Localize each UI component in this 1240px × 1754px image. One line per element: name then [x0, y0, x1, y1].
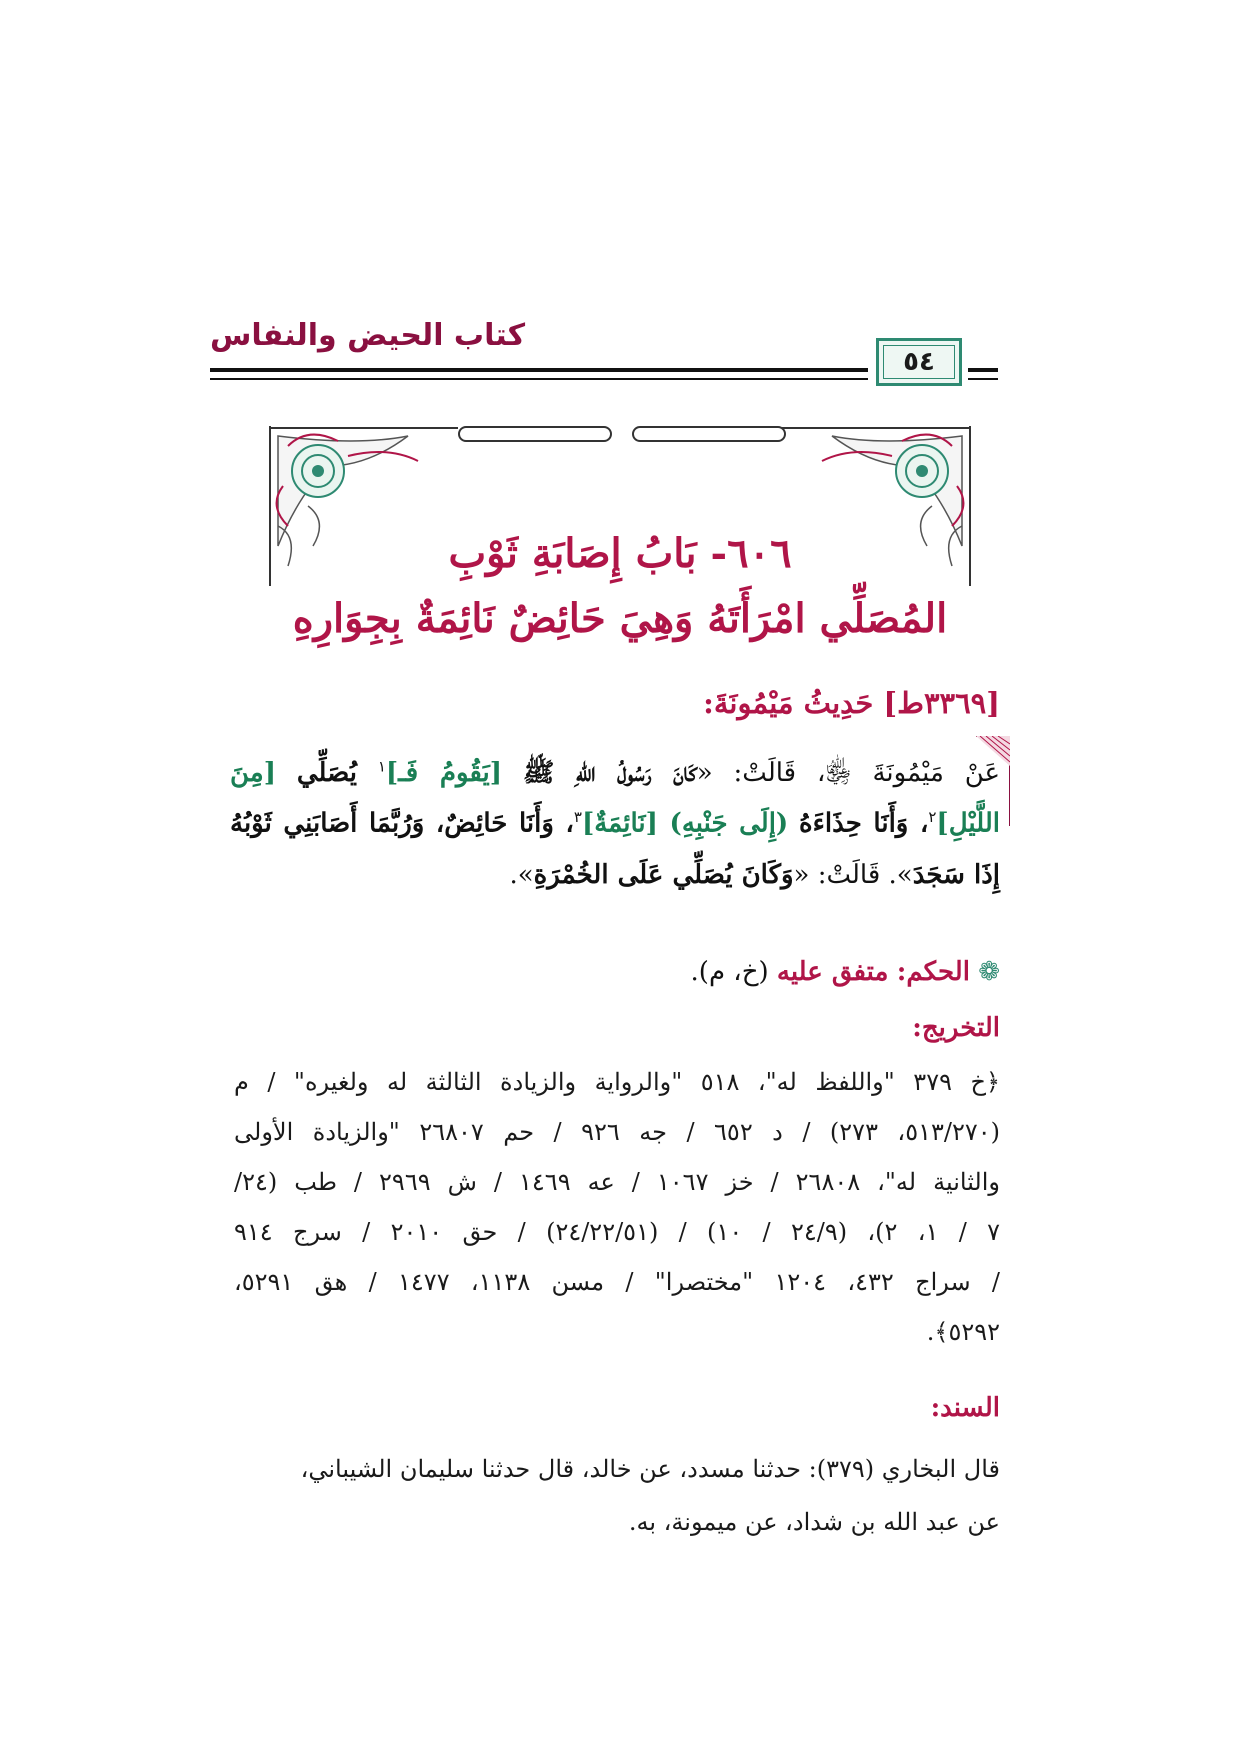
footnote-ref: ١ — [377, 757, 386, 776]
sanad-label: السند: — [930, 1393, 1000, 1423]
hadith-addition: (إِلَى جَنْبِهِ) [نَائِمَةٌ] — [581, 808, 789, 839]
takhrij-line: ٧ / ١، ٢)، (٢٤/٩ / ١٠) / (٢٤/٢٢/٥١) / حق ٢٠١٠ / سرج ٩١٤ — [234, 1218, 1001, 1246]
chapter-title-line2: المُصَلِّي امْرَأَتَهُ وَهِيَ حَائِضٌ نَائِمَةٌ بِجِوَارِهِ — [292, 595, 948, 642]
hadith-fragment: إِذَا سَجَدَ — [912, 860, 1000, 890]
footnote-ref: ٢ — [928, 808, 937, 826]
takhrij-line: / سراج ٤٣٢، ١٢٠٤ "مختصرا" / مسن ١١٣٨، ١٤٧٧ / هق ٥٢٩١، — [234, 1268, 1001, 1296]
sanad-line: قال البخاري (٣٧٩): حدثنا مسدد، عن خالد، قال حدثنا سليمان الشيباني، — [300, 1455, 1000, 1483]
hadith-fragment: ». — [509, 860, 534, 890]
ruling-line — [691, 957, 1000, 987]
takhrij-line: والثانية له"، ٢٦٨٠٨ / خز ١٠٦٧ / عه ١٤٦٩ / ش ٢٩٦٩ / طب (٢٤/ — [234, 1168, 1001, 1196]
hadith-text-line1 — [230, 756, 1000, 794]
page-number-box — [876, 338, 962, 386]
takhrij-line: (٥١٣/٢٧٠، ٢٧٣) / د ٦٥٢ / جه ٩٢٦ / حم ٢٦٨٠٧ "والزيادة الأولى — [234, 1118, 1000, 1146]
header-rule-thin — [210, 378, 868, 380]
hadith-heading-text: حَدِيثُ مَيْمُونَةَ: — [703, 686, 874, 720]
hadith-fragment: ، وَأَنَا حِذَاءَهُ — [799, 808, 929, 839]
ornament-bar-right — [632, 426, 786, 442]
hadith-number: [٣٣٦٩ط] — [883, 686, 1000, 720]
sanad-line: عن عبد الله بن شداد، عن ميمونة، به. — [628, 1508, 1000, 1536]
takhrij-line: ٥٢٩٢﴾. — [926, 1318, 1000, 1346]
page-number: ٥٤ — [903, 347, 935, 377]
header-rule-thick — [210, 368, 868, 372]
hadith-fragment: ، وَأَنَا حَائِضٌ، وَرُبَّمَا أَصَابَنِي ثَوْبُهُ — [230, 808, 574, 839]
hadith-fragment: وَكَانَ يُصَلِّي عَلَى الخُمْرَةِ — [533, 860, 794, 890]
header-rule-right-thick — [968, 368, 998, 372]
hadith-addition: [مِنَ — [230, 758, 277, 788]
hadith-fragment: كَانَ رَسُولُ اللهِ ﷺ — [522, 758, 697, 788]
takhrij-line: ﴿خ ٣٧٩ "واللفظ له"، ٥١٨ "والرواية والزيادة الثالثة له ولغيره" / م — [234, 1068, 1001, 1096]
ruling-label: الحكم: — [896, 957, 970, 987]
hadith-fragment: عَنْ مَيْمُونَةَ ﵂، قَالَتْ: « — [696, 758, 1001, 788]
takhrij-label: التخريج: — [912, 1013, 1000, 1043]
header-rule-right-thin — [968, 378, 998, 380]
chapter-title-line1: ٦٠٦- بَابُ إِصَابَةِ ثَوْبِ — [448, 530, 792, 577]
ruling-value: متفق عليه — [776, 957, 889, 987]
hadith-addition: [يَقُومُ فَـ] — [385, 758, 503, 788]
ornament-bar-left — [458, 426, 612, 442]
hadith-fragment: ». قَالَتْ: « — [793, 860, 913, 890]
flower-icon: ❁ — [978, 957, 1000, 987]
hadith-text-line2 — [230, 808, 1000, 839]
hadith-text-line3 — [509, 860, 1000, 890]
hadith-addition: اللَّيْلِ] — [936, 808, 1001, 839]
footnote-ref: ٣ — [573, 808, 582, 826]
hadith-heading — [703, 686, 1000, 720]
hadith-fragment: يُصَلِّي — [296, 758, 357, 788]
book-title: كتاب الحيض والنفاس — [210, 318, 526, 353]
ruling-source: (خ، م). — [690, 957, 769, 987]
